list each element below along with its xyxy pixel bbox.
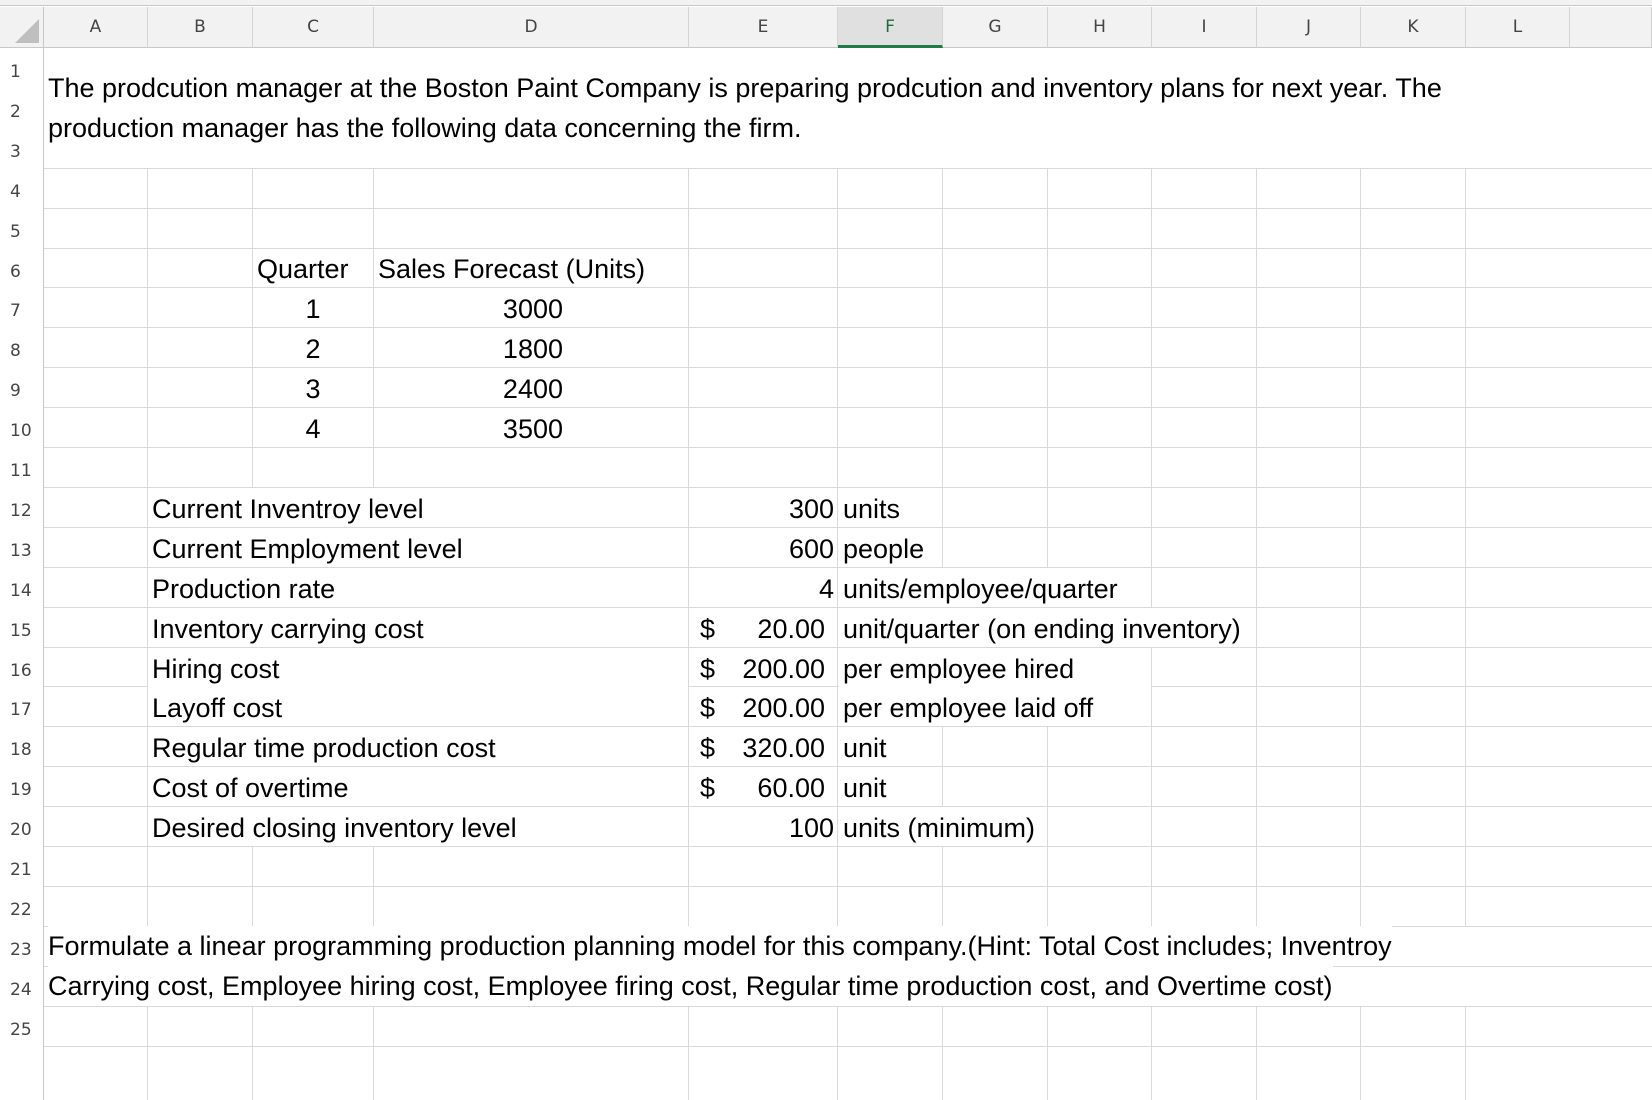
row-header-3[interactable]: 3 (0, 133, 44, 173)
row-header-6[interactable]: 6 (0, 253, 44, 293)
column-header-l[interactable]: L (1466, 7, 1570, 48)
row-header-20[interactable]: 20 (0, 811, 44, 851)
row-header-4[interactable]: 4 (0, 173, 44, 213)
currency-symbol: $ (700, 653, 716, 684)
select-all-icon (15, 19, 39, 43)
currency-symbol: $ (700, 733, 716, 764)
parameter-unit[interactable]: people (843, 533, 925, 564)
column-gridline (1360, 168, 1361, 926)
task-line-1[interactable]: Formulate a linear programming production planning model for this company.(Hint: Total Cost includes; Inventroy (48, 926, 1392, 966)
row-gridline (44, 1006, 1652, 1007)
row-header-12[interactable]: 12 (0, 492, 44, 532)
quarter-header[interactable]: Quarter (257, 254, 349, 284)
parameter-value[interactable]: 200.00 (742, 693, 825, 724)
column-gridline (1047, 1006, 1048, 1100)
parameter-unit[interactable]: unit (843, 733, 887, 764)
quarter-cell[interactable]: 3 (305, 374, 321, 405)
column-gridline (1151, 168, 1152, 926)
column-gridline (1047, 168, 1048, 926)
parameter-value[interactable]: 60.00 (757, 773, 825, 804)
row-gridline (44, 1046, 1652, 1047)
row-header-16[interactable]: 16 (0, 652, 44, 692)
row-header-13[interactable]: 13 (0, 532, 44, 572)
column-header-d[interactable]: D (374, 7, 689, 48)
currency-symbol: $ (700, 773, 716, 804)
column-gridline (252, 1006, 253, 1100)
column-header-k[interactable]: K (1361, 7, 1466, 48)
row-header-23[interactable]: 23 (0, 931, 44, 971)
column-header-h[interactable]: H (1048, 7, 1152, 48)
parameter-label[interactable]: Inventory carrying cost (152, 613, 424, 644)
column-header-e[interactable]: E (689, 7, 838, 48)
row-header-25[interactable]: 25 (0, 1011, 44, 1051)
parameter-label[interactable]: Current Inventroy level (152, 493, 424, 524)
row-header-19[interactable]: 19 (0, 771, 44, 811)
column-header-blank[interactable] (1570, 7, 1652, 48)
toolbar-edge (0, 0, 1652, 6)
column-gridline (1256, 168, 1257, 926)
row-gridline (44, 886, 1652, 887)
column-gridline (1465, 168, 1466, 926)
parameter-unit[interactable]: units/employee/quarter (843, 573, 1118, 604)
parameter-unit[interactable]: units (843, 493, 901, 524)
row-gridline (44, 168, 1652, 169)
sales-forecast-cell[interactable]: 1800 (502, 334, 563, 365)
column-gridline (1256, 1006, 1257, 1100)
parameter-unit[interactable]: unit (843, 773, 887, 804)
row-gridline (44, 208, 1652, 209)
currency-symbol: $ (700, 613, 716, 644)
parameter-value[interactable]: 320.00 (742, 733, 825, 764)
parameter-value[interactable]: 4 (818, 573, 834, 604)
parameter-unit[interactable]: unit/quarter (on ending inventory) (843, 613, 1241, 644)
column-gridline (373, 1006, 374, 1100)
quarter-cell[interactable]: 4 (305, 414, 321, 445)
parameter-unit[interactable]: units (minimum) (843, 813, 1036, 844)
quarter-cell[interactable]: 1 (305, 294, 321, 325)
column-gridline (147, 1006, 148, 1100)
row-header-14[interactable]: 14 (0, 572, 44, 612)
row-header-18[interactable]: 18 (0, 731, 44, 771)
column-gridline (837, 1006, 838, 1100)
row-header-17[interactable]: 17 (0, 691, 44, 731)
row-header-10[interactable]: 10 (0, 412, 44, 452)
row-header-border (43, 48, 44, 1100)
row-header-5[interactable]: 5 (0, 213, 44, 253)
parameter-value[interactable]: 600 (788, 533, 834, 564)
column-header-c[interactable]: C (253, 7, 374, 48)
column-gridline (837, 168, 838, 926)
sales-forecast-cell[interactable]: 3000 (502, 294, 563, 325)
sales-forecast-cell[interactable]: 3500 (502, 414, 563, 445)
parameter-label[interactable]: Desired closing inventory level (152, 813, 517, 844)
sales-forecast-header[interactable]: Sales Forecast (Units) (378, 254, 646, 284)
parameter-label[interactable]: Cost of overtime (152, 773, 349, 804)
parameter-label[interactable]: Current Employment level (152, 533, 463, 564)
row-header-21[interactable]: 21 (0, 851, 44, 891)
intro-line-1[interactable]: The prodcution manager at the Boston Paint Company is preparing prodcution and inventory plans for next year. The (48, 68, 1442, 108)
parameter-value[interactable]: 300 (788, 493, 834, 524)
row-header-1[interactable]: 1 (0, 53, 44, 93)
row-header-2[interactable]: 2 (0, 93, 44, 133)
column-gridline (688, 1006, 689, 1100)
sales-forecast-cell[interactable]: 2400 (502, 374, 563, 405)
column-header-b[interactable]: B (148, 7, 253, 48)
column-header-a[interactable]: A (44, 7, 148, 48)
row-header-15[interactable]: 15 (0, 612, 44, 652)
column-header-i[interactable]: I (1152, 7, 1257, 48)
column-gridline (1465, 1006, 1466, 1100)
parameter-value[interactable]: 200.00 (742, 653, 825, 684)
parameter-unit[interactable]: per employee laid off (843, 693, 1094, 724)
column-header-j[interactable]: J (1257, 7, 1361, 48)
parameter-unit[interactable]: per employee hired (843, 653, 1075, 684)
currency-symbol: $ (700, 693, 716, 724)
column-gridline (1360, 1006, 1361, 1100)
parameter-label[interactable]: Production rate (152, 573, 336, 604)
row-header-22[interactable]: 22 (0, 891, 44, 931)
intro-line-2[interactable]: production manager has the following data concerning the firm. (48, 108, 801, 148)
row-header-7[interactable]: 7 (0, 292, 44, 332)
parameter-label[interactable]: Layoff cost (152, 693, 283, 724)
select-all-button[interactable] (0, 7, 44, 48)
parameter-label[interactable]: Hiring cost (152, 653, 280, 684)
row-header-11[interactable]: 11 (0, 452, 44, 492)
row-header-24[interactable]: 24 (0, 971, 44, 1011)
parameter-value[interactable]: 20.00 (757, 613, 825, 644)
row-header-9[interactable]: 9 (0, 372, 44, 412)
column-gridline (942, 1006, 943, 1100)
parameter-value[interactable]: 100 (788, 813, 834, 844)
column-header-g[interactable]: G (943, 7, 1048, 48)
task-line-2[interactable]: Carrying cost, Employee hiring cost, Employee firing cost, Regular time production cost, and Overtime cost) (48, 966, 1333, 1006)
column-gridline (1151, 1006, 1152, 1100)
row-header-8[interactable]: 8 (0, 332, 44, 372)
parameter-label[interactable]: Regular time production cost (152, 733, 496, 764)
column-header-f[interactable]: F (838, 7, 943, 48)
quarter-cell[interactable]: 2 (305, 334, 321, 365)
